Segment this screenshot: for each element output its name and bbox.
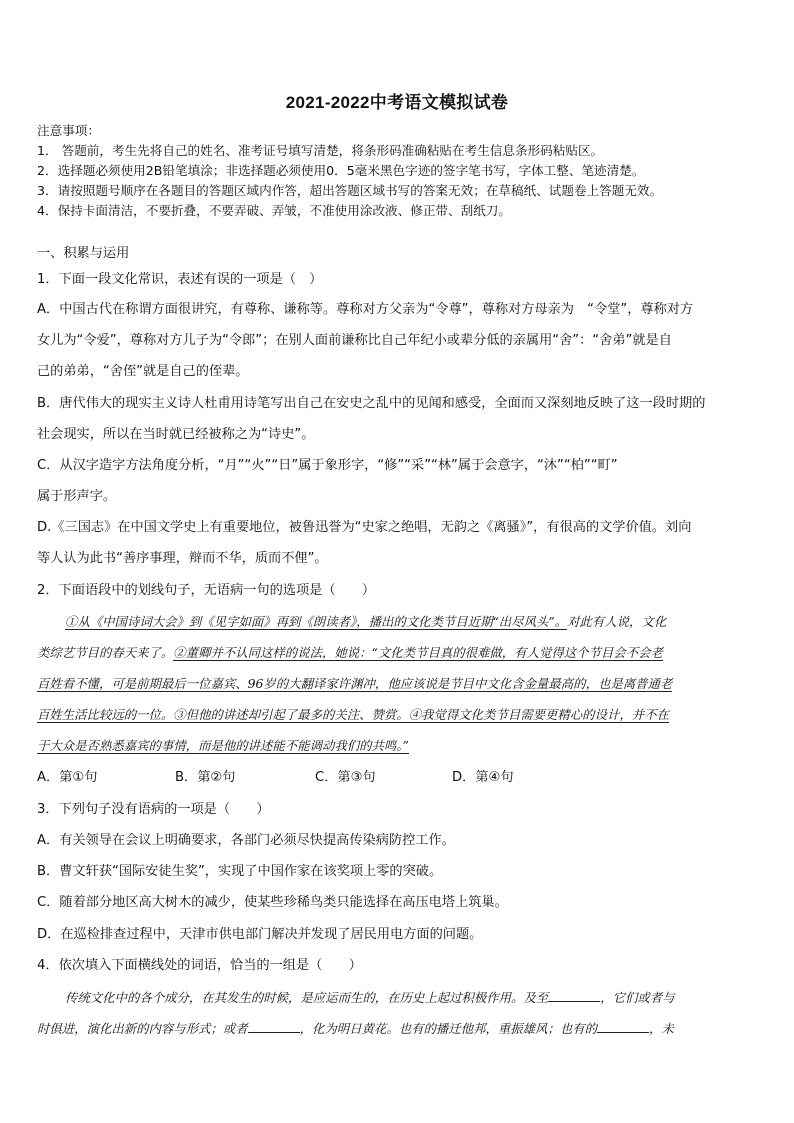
passage-text: ，化为明日黄花。也有的播迁他邦，重振雄风；也有的 [299, 1021, 598, 1036]
option-text: B．曹文轩获“国际安徒生奖”，实现了中国作家在该奖项上零的突破。 [37, 864, 443, 879]
option-a: A．第①句 [37, 770, 98, 785]
question-stem: 2．下面语段中的划线句子，无语病一句的选项是（ ） [37, 583, 376, 598]
underlined-sentence: 于大众是否熟悉嘉宾的事情，而是他的讲述能不能调动我们的共鸣。” [37, 738, 409, 753]
option-text: 女儿为“令爱”，尊称对方儿子为“令郎”；在别人面前谦称比自己年纪小或辈分低的亲属用“舍”：“舍弟”就是自 [37, 333, 672, 348]
option-text: B．唐代伟大的现实主义诗人杜甫用诗笔写出自己在安史之乱中的见闻和感受，全面而又深刻地反映了这一段时期的 [37, 396, 706, 411]
underlined-sentence: ③但他的讲述却引起了最多的关注、赞赏。④我觉得文化类节目需要更精心的设计，并不在 [173, 707, 669, 722]
underlined-sentence: 百姓生活比较远的一位。 [37, 707, 174, 722]
passage-text: 时俱进，演化出新的内容与形式；或者 [37, 1021, 248, 1036]
passage-line [37, 705, 759, 725]
passage-text: ，未 [649, 1021, 674, 1036]
question-stem: 4．依次填入下面横线处的词语，恰当的一组是（ ） [37, 958, 362, 973]
passage-line [37, 674, 759, 694]
underlined-sentence: ①从《中国诗词大会》到《见字如面》再到《朗读者》，播出的文化类节目近期“出尽风头”。 [65, 614, 568, 629]
passage-line [37, 988, 759, 1008]
option-text: 己的弟弟，“舍侄”就是自己的侄辈。 [37, 364, 249, 379]
notice-item: 2．选择题必须使用2B铅笔填涂；非选择题必须使用0．5毫米黑色字迹的签字笔书写，字体工整、笔迹清楚。 [37, 163, 645, 178]
option-text: 等人认为此书“善序事理，辩而不华，质而不俚”。 [37, 551, 328, 566]
fill-blank [248, 1020, 300, 1033]
option-text: 属于形声字。 [37, 489, 117, 504]
question-stem: 3．下列句子没有语病的一项是（ ） [37, 802, 270, 817]
option-c: C．第③句 [315, 770, 376, 785]
underlined-sentence: ②董卿并不认同这样的说法，她说：“文化类节目真的很难做，有人觉得这个节目会不会老 [173, 645, 663, 660]
underlined-sentence: 百姓看不懂，可是前期最后一位嘉宾、96岁的大翻译家许渊冲，他应该说是节目中文化含金量最高的，也是离普通老 [37, 676, 673, 691]
option-text: D.《三国志》在中国文学史上有重要地位，被鲁迅誉为“史家之绝唱，无韵之《离骚》”，有很高的文学价值。刘向 [37, 520, 692, 535]
question-stem: 1．下面一段文化常识，表述有误的一项是（ ） [37, 272, 323, 287]
fill-blank [548, 989, 600, 1002]
option-b: B．第②句 [175, 770, 236, 785]
fill-blank [597, 1020, 649, 1033]
notice-item: 1． 答题前，考生先将自己的姓名、准考证号填写清楚，将条形码准确粘贴在考生信息条形码粘贴区。 [37, 143, 604, 158]
option-text: D．在巡检排查过程中，天津市供电部门解决并发现了居民用电方面的问题。 [37, 927, 483, 942]
option-text: C．随着部分地区高大树木的减少，使某些珍稀鸟类只能选择在高压电塔上筑巢。 [37, 895, 508, 910]
notice-heading: 注意事项： [37, 123, 100, 138]
passage-text: ，它们或者与 [600, 990, 675, 1005]
section-heading: 一、积累与运用 [37, 246, 130, 261]
option-text: 社会现实，所以在当时就已经被称之为“诗史”。 [37, 427, 315, 442]
notice-item: 3．请按照题号顺序在各题目的答题区域内作答，超出答题区域书写的答案无效；在草稿纸、试题卷上答题无效。 [37, 183, 663, 198]
passage-line [37, 1019, 759, 1039]
option-d: D．第④句 [452, 770, 514, 785]
passage-line [37, 612, 759, 632]
passage-text: 类综艺节目的春天来了。 [37, 645, 174, 660]
passage-line [37, 736, 759, 756]
notice-item: 4．保持卡面清洁，不要折叠，不要弄破、弄皱，不准使用涂改液、修正带、刮纸刀。 [37, 203, 511, 218]
passage-text: 对此有人说，文化 [567, 614, 667, 629]
passage-text: 传统文化中的各个成分，在其发生的时候，是应运而生的，在历史上起过积极作用。及至 [65, 990, 549, 1005]
page-title: 2021-2022中考语文模拟试卷 [285, 93, 509, 112]
passage-line [37, 643, 759, 663]
option-text: A．有关领导在会议上明确要求，各部门必须尽快提高传染病防控工作。 [37, 833, 455, 848]
option-text: C．从汉字造字方法角度分析，“月”“火”“日”属于象形字，“修”“采”“林”属于会意字，“沐”“柏”“町” [37, 458, 618, 473]
option-text: A．中国古代在称谓方面很讲究，有尊称、谦称等。尊称对方父亲为“令尊”，尊称对方母亲为 “令堂”，尊称对方 [37, 302, 694, 317]
